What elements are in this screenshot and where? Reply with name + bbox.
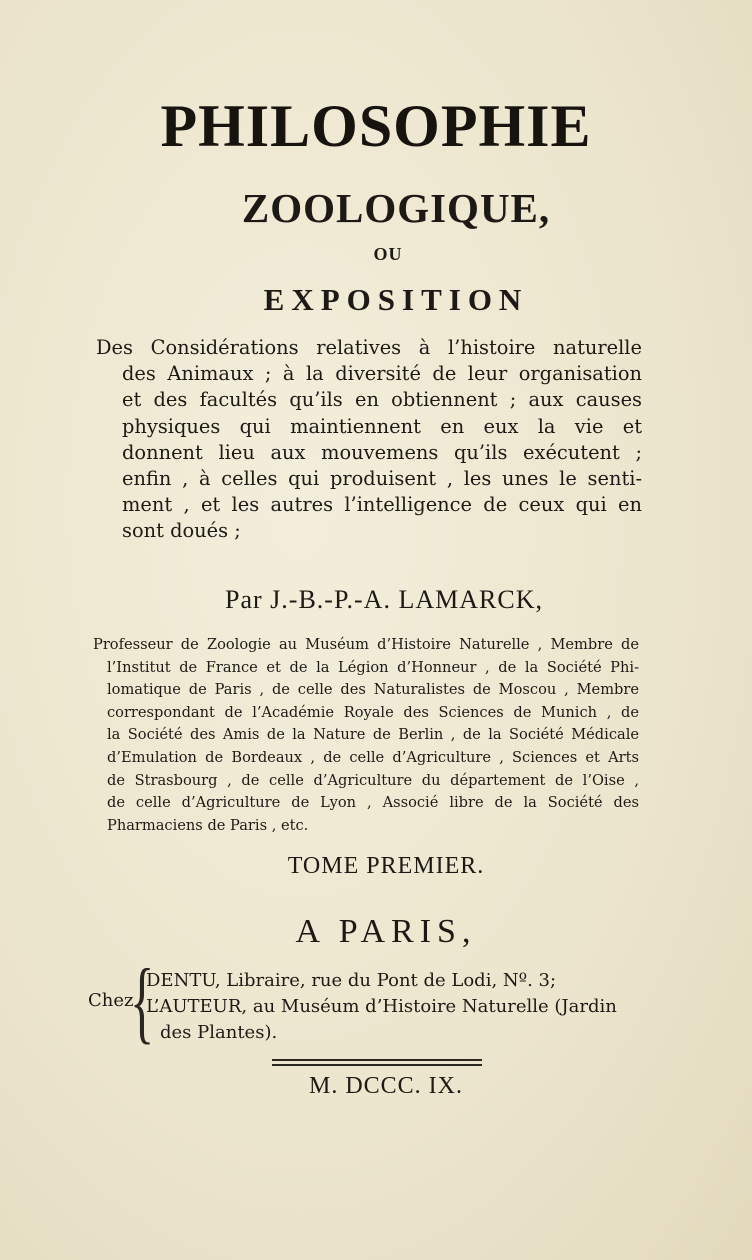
book-title: PHILOSOPHIE [160,93,592,159]
description-line: donnent lieu aux mouvemens qu’ils exécutent ; [122,440,642,464]
publisher-line: des Plantes). [160,1022,278,1043]
double-rule-bottom [272,1064,482,1066]
volume-label: TOME PREMIER. [287,853,485,879]
publisher-line: L’AUTEUR, au Muséum d’Histoire Naturelle (Jardin [146,996,617,1017]
author-line: Par J.-B.-P.-A. LAMARCK, [225,585,543,614]
credentials-line: de celle d’Agriculture de Lyon , Associé libre de la Société des [107,794,639,812]
credentials-line: l’Institut de France et de la Légion d’Honneur , de la Société Phi- [107,658,639,676]
title-conjunction: OU [373,244,403,264]
credentials-line: de Strasbourg , de celle d’Agriculture du département de l’Oise , [107,771,639,789]
description-line: enfin , à celles qui produisent , les unes le senti- [122,467,642,491]
credentials-line: la Société des Amis de la Nature de Berlin , de la Société Médicale [107,726,639,744]
description-line: sont doués ; [122,519,241,543]
credentials-line: Professeur de Zoologie au Muséum d’Histoire Naturelle , Membre de [93,636,639,653]
book-subtitle: ZOOLOGIQUE, [241,185,551,231]
description-block [96,335,642,545]
description-line: Des Considérations relatives à l’histoire naturelle [96,336,642,359]
credentials-line: d’Emulation de Bordeaux , de celle d’Agriculture , Sciences et Arts [107,748,639,766]
description-line: physiques qui maintiennent en eux la vie et [122,414,642,438]
publisher-block [146,968,632,1046]
author-credentials [93,634,639,837]
publication-date: M. DCCC. IX. [308,1073,464,1099]
credentials-line: lomatique de Paris , de celle des Naturalistes de Moscou , Membre [107,681,639,699]
publisher-brace: { [130,950,155,1052]
title-exposition: EXPOSITION [263,282,529,317]
publisher-chez: Chez [88,990,134,1011]
credentials-line: correspondant de l’Académie Royale des Sciences de Munich , de [107,703,639,721]
description-line: des Animaux ; à la diversité de leur organisation [122,362,642,386]
imprint-place: A PARIS, [295,913,477,950]
description-line: et des facultés qu’ils en obtiennent ; aux causes [122,388,642,412]
credentials-line: Pharmaciens de Paris , etc. [107,816,309,834]
double-rule-top [272,1059,482,1061]
description-line: ment , et les autres l’intelligence de ceux qui en [122,493,642,517]
publisher-line: DENTU, Libraire, rue du Pont de Lodi, Nº. 3; [146,970,557,991]
